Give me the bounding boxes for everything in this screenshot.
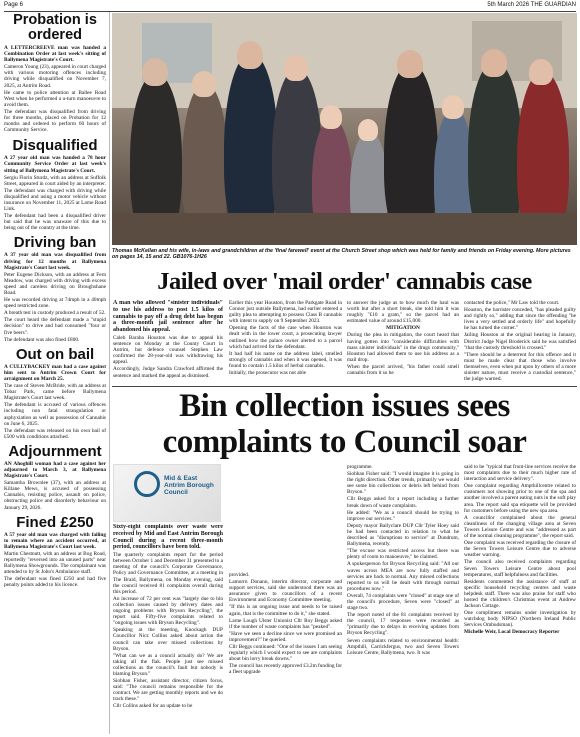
byline: Michelle Weir, Local Democracy Reporter (464, 629, 560, 636)
story-paragraph: Lamorrn Donann, interim director, corporate and support services, said she understood there was an assurance given to councillors of a recent Environment and Economy Committee meeting. (229, 579, 342, 604)
story-paragraph: Cllr Collins asked for an update to be (113, 703, 193, 710)
shop-counter (112, 213, 577, 245)
person-face (529, 59, 553, 85)
person-face (237, 41, 263, 69)
brief-probation (4, 13, 106, 133)
story-paragraph: An increase of 72 per cent was "largely due to bin collection issues caused by delivery dates and ongoing problems with Bryson Recycling", the report said. Fifty-five complaints related to "ongoing issues with Bryson Recycling". (113, 595, 223, 627)
story-paragraph: When the parcel arrived, "his father could smell cannabis from it so he (347, 363, 459, 377)
bin-column-2 (229, 464, 342, 734)
cannabis-column-4 (464, 300, 576, 384)
brief-paragraph: The case of Steven McBride, with an address at Tobar Park, came before Ballymena Magistrate's Court last week. (4, 383, 106, 402)
story-paragraph: Seven complaints related to environmental health: Ampthill, Carrickfergus, two and Seven Towers Leisure Centre, Ballymena, two. It was (347, 637, 459, 656)
story-paragraph: Jailing Houston at the original hearing in January, District Judge Nigel Broderick said he was satisfied "that the custody threshold is crossed." (464, 332, 576, 351)
column-divider (109, 12, 110, 734)
brief-disqualified (4, 137, 106, 231)
story-paragraph: Initially, the prosecutor was not able (229, 370, 307, 377)
story-paragraph: Opening the facts of the case when Houston was dealt with in the lower court, a prosecuting lawyer outlined how the palace owner alerted to a parcel which had arrived for the defendant. (229, 325, 342, 350)
brief-paragraph: Peter Eugene Dickson, with an address at Fern Meadow, was charged with driving with excess speed and careless driving on Broughshane Road. (4, 271, 106, 296)
council-logo-icon (134, 471, 160, 497)
story-lead: Sixty-eight complaints over waste were received by Mid and East Antrim Borough Council during a recent three-month period, councillors have been told. (113, 524, 223, 551)
brief-paragraph: The defendant was released on his own bail of £500 with conditions attached. (4, 427, 106, 440)
person-face (320, 105, 342, 129)
story-paragraph: Larne Lough Ulster Unionist Cllr Roy Beggs asked if the number of waste complaints has "peaked". (229, 617, 342, 630)
story-paragraph: Earlier this year Houston, from the Parkgate Road in Connor just outside Ballymena, had earlier entered a guilty plea to attempting to possess Class B cannabis with intent to supply on 9 September 2023. (229, 300, 342, 325)
brief-lead: A 37 year old man was disqualified from driving for 12 months at Ballymena Magistrate's Court last week. (4, 252, 106, 271)
story-divider (112, 386, 577, 387)
court-briefs-column (4, 12, 106, 734)
cannabis-headline: Jailed over 'mail order' cannabis case (157, 268, 532, 295)
story-paragraph: "The excuse was restricted access but there was plenty of room to manoeuvre," he claimed. (347, 548, 459, 561)
story-paragraph: One complaint was received regarding the closure of the Seven Towers Leisure Centre due to adverse weather warning. (464, 540, 576, 559)
story-paragraph: Siobhan Fisher, assistant director, citizen focus, said: "The council remains responsible for the contract. We are getting monthly reports and we do track these." (113, 678, 223, 703)
story-paragraph: Siobhan Fisher said: "I would imagine it is going in the right direction. Other trends, primarily we would see some bin collections or debris left behind from Bryson." (347, 471, 459, 496)
story-paragraph: The council has recently approved £3.2m funding for a fleet upgrade (229, 663, 342, 676)
story-paragraph: Speaking at the meeting, Knockagh DUP Councillor Nicz Collins asked about action the council can take over missed collections by Bryson. (113, 627, 223, 652)
story-paragraph: During the plea in mitigation, the court heard that having gotten into "considerable difficulties with mass sinister individuals" in the drugs community," Houston had allowed them to use his address as a mail drop. (347, 332, 459, 363)
brief-paragraph: Cameron Young (23), appeared in court charged with various motoring offences including driving while disqualified on November 7, 2025, at Antrim Road. (4, 64, 106, 89)
story-paragraph: The quarterly complaints report for the period between October 1 and December 31 presented to a meeting of the council's Corporate Governance, Policy and Governance Committee, at a meeting in The Braid, Ballymena, on Monday evening, said the council received 81 complaints overall during this period. (113, 552, 223, 595)
brief-paragraph: The defendant is accused of various offences including non fatal strangulation or asphyxiation as well as possession of Cannabis on June 6, 2025. (4, 402, 106, 427)
person-face (397, 50, 423, 78)
brief-paragraph: The defendant was disqualified from driving for three months, placed on Probation for 12 months and ordered to perform 60 hours of Community Service. (4, 108, 106, 134)
story-paragraph: One complaint regarding Ampthillcentre related to customers not showing prior to one of the spa and another involved a parent eating nuts in the soft play area. The report said spa etiquette will be provided for customers before using the new spa area. (464, 483, 576, 514)
brief-lead: A CULLYBACKEY man had a case against him sent to Antrim Crown Court for arraignment on March 25. (4, 363, 106, 382)
brief-fined (4, 514, 106, 589)
story-paragraph: "There should be a deterrent for this offence and it must be made clear that those who involve themselves, even when put upon by others of a more sinister nature, must receive a custodial sentence," the judge warned. (464, 351, 576, 383)
bin-column-1 (113, 524, 223, 734)
story-paragraph: "What can we as a council actually do? We are taking all the flak. People just see missed collections as the council's fault but nobody is blaming Bryson." (113, 652, 223, 677)
brief-lead: A 27 year old man was handed a 78 hour Community Service Order at last week's sitting of Ballymena Magistrate's Court. (4, 155, 106, 174)
person-face (142, 58, 168, 86)
story-lead: A man who allowed "sinister individuals" to use his address to post 1.5 kilos of cannabis to pay off a drug debt has begun a three-month jail sentence after he abandoned his appeal. (113, 300, 223, 334)
brief-paragraph: The defendant was charged with driving while disqualified and using a motor vehicle without insurance on November 11, 2025 at Larne Road Link. (4, 187, 106, 213)
cannabis-column-1 (113, 300, 223, 384)
council-sign-photo (113, 464, 221, 522)
story-paragraph: "If this is an ongoing issue and needs to be raised again, that is the committee to do it," she stated. (229, 604, 342, 617)
brief-paragraph: He came to police attention at Ballee Road West when he performed a u-turn manoeuvre to avoid them. (4, 89, 106, 108)
photo-caption: Thomas McKellan and his wife, in-laws and grandchildren at the 'final farewell' event at the Church Street shop which was held for family and friends on Friday evening. More pictures on pages 14, 15 and 22. GB1076-1H26 (112, 248, 571, 261)
brief-title: Fined £250 (16, 513, 94, 531)
brief-paragraph: The defendant was fined £250 and had five penalty points added to his licence. (4, 576, 106, 589)
story-paragraph: Deputy mayor Ballyclare DUP Cllr Tyler Hoey said he had been contacted in relation to what he described as "disruptions to service" at Dundrum, Ballymena, recently. (347, 522, 459, 548)
family-photo (112, 13, 577, 245)
brief-title: Disqualified (12, 137, 98, 155)
page-number: Page 6 (4, 2, 24, 8)
story-paragraph: Cllr Beggs asked for a report including a further break down of waste complaints. (347, 496, 459, 509)
date-masthead: 5th March 2026 THE GUARDIAN (487, 2, 576, 8)
brief-paragraph: He was recorded driving at 74mph in a 40mph speed restricted zone. (4, 297, 106, 310)
story-paragraph: programme. (347, 464, 373, 470)
story-paragraph: contacted the police," Mr Law told the court. (464, 300, 560, 306)
brief-title: Adjournment (8, 442, 102, 460)
story-paragraph: He added: "We as a council should be trying to improve our services." (347, 509, 459, 522)
brief-paragraph: The defendant had been a disqualified driver but said that he was unaware of this due to being out of the country at the time. (4, 213, 106, 232)
brief-paragraph: The defendant was also fined £800. (4, 336, 80, 343)
story-paragraph: provided. (229, 572, 250, 578)
person-face (481, 49, 507, 77)
brief-paragraph: A breath test in custody produced a result of 52. (4, 310, 106, 317)
story-paragraph: Caleb Baraba Houston was due to appeal his sentence on Monday at the County Court in Antrim, but defence counsel Stephen Law confirmed the 28-year-old was withdrawing his appeal. (113, 334, 223, 366)
brief-lead: A 57 year old man was charged with failing to remain where an accident occurred, at Ballymena Magistrate's Court last week. (4, 531, 106, 550)
story-paragraph: Accordingly, Judge Sandra Crawford affirmed the sentence and marked the appeal as dismissed. (113, 366, 223, 379)
brief-adjournment (4, 443, 106, 511)
brief-title: Out on bail (15, 345, 95, 363)
brief-paragraph: Martin Chestnutt, with an address at Bog Road, reportedly "reversed into an unused parts" near Ballymena Showgrounds. The complainant was attended to by St John's Ambulance staff. (4, 550, 106, 576)
person-face (192, 71, 216, 97)
story-paragraph: Houston, the barrister conceded, "has pleaded guilty and rightly so," adding that since the offending "he lives a very settled and orderly life" and hopefully he has turned the corner." (464, 307, 576, 332)
person-face (442, 95, 464, 119)
brief-driving-ban (4, 234, 106, 342)
story-paragraph: Residents commented the assistance of staff at specific household recycling centres and waste helpdesk staff. There was also praise for staff who hosted the children's Christmas event at Andrew Jackson Cottage. (464, 578, 576, 610)
story-paragraph: Overall, 74 complaints were "closed" at stage one of the council's procedure, Seven were "closed" at stage two. (347, 592, 459, 612)
brief-paragraph: Samantha Brownlee (37), with an address at Killane Mews, is accused of possessing Cannabis, resisting police, assault on police, obstructing police and disorderly behaviour on January 29, 2026. (4, 480, 106, 511)
cannabis-column-3 (347, 300, 459, 384)
brief-lead: A LETTERCREEVE man was handed a Combination Order at last week's sitting of Ballymena Magistrate's Court. (4, 45, 106, 64)
person-face (358, 119, 378, 141)
story-paragraph: One compliment remains under investigation by watchdog body NIPSO (Northern Ireland Public Services Ombudsman). (464, 610, 576, 629)
cannabis-column-2 (229, 300, 342, 384)
bin-column-4 (464, 464, 576, 734)
story-paragraph: "Have we seen a decline since we were promised an improvement?" he queried. (229, 630, 342, 643)
brief-title: Driving ban (13, 234, 97, 252)
sign-text: Mid & East Antrim Borough Council (164, 475, 214, 496)
story-paragraph: said to be "typical that front-line services receive the most complaints due to their much higher rate of interaction and service delivery". (464, 464, 576, 483)
story-paragraph: It had half his name on the address label, smelled strongly of cannabis and when it was opened, it was found to contain 1.5 kilos of herbal cannabis. (229, 350, 342, 369)
bin-headline: Bin collection issues sees complaints to Council soar (162, 388, 527, 460)
story-paragraph: A councillor complained about the general cleanliness of the changing village area at Seven Towers Leisure Centre and was "addressed as part of the normal cleaning programme", the report said. (464, 514, 576, 540)
story-paragraph: to answer the judge as to how much the haul was worth but after a short break, she told him it was roughly "£10 a gram," so the parcel had an estimated value of around £15,000. (347, 300, 459, 325)
story-paragraph: Cllr Beggs continued: "One of the issues I am seeing regularly which I would expect to see are complaints about bin lorry break downs." (229, 644, 342, 663)
person-face (284, 55, 308, 81)
brief-title: Probation is ordered (13, 12, 97, 43)
crosshead: MITIGATION (386, 325, 420, 332)
brief-lead: AN Ahoghill woman had a case against her adjourned to March 3, at Ballymena Magistrate's Court. (4, 460, 106, 480)
brief-out-on-bail (4, 346, 106, 440)
story-paragraph: A spokesperson for Bryson Recycling said: "All our waves across MEA are now fully staffed and services are back to normal. Any missed collections reported to us will be dealt with through normal procedures now." (347, 561, 459, 592)
story-paragraph: The council also received complaints regarding Seven Towers Leisure Centre about pool temperatures, staff helpfulness and facilities. (464, 559, 576, 578)
brief-paragraph: Sergiu Florin Sturdz, with an address at Suffolk Street, appeared in court aided by an interpreter. (4, 174, 106, 187)
bin-column-3 (347, 464, 459, 734)
story-paragraph: The report noted of the 81 complaints received by the council, 17 responses were recorded as "primarily due to delays in receiving updates from Bryson Recycling". (347, 612, 459, 637)
brief-paragraph: The court heard the defendant made a "stupid decision" to drive and had consumed "four or five beers". (4, 317, 106, 336)
